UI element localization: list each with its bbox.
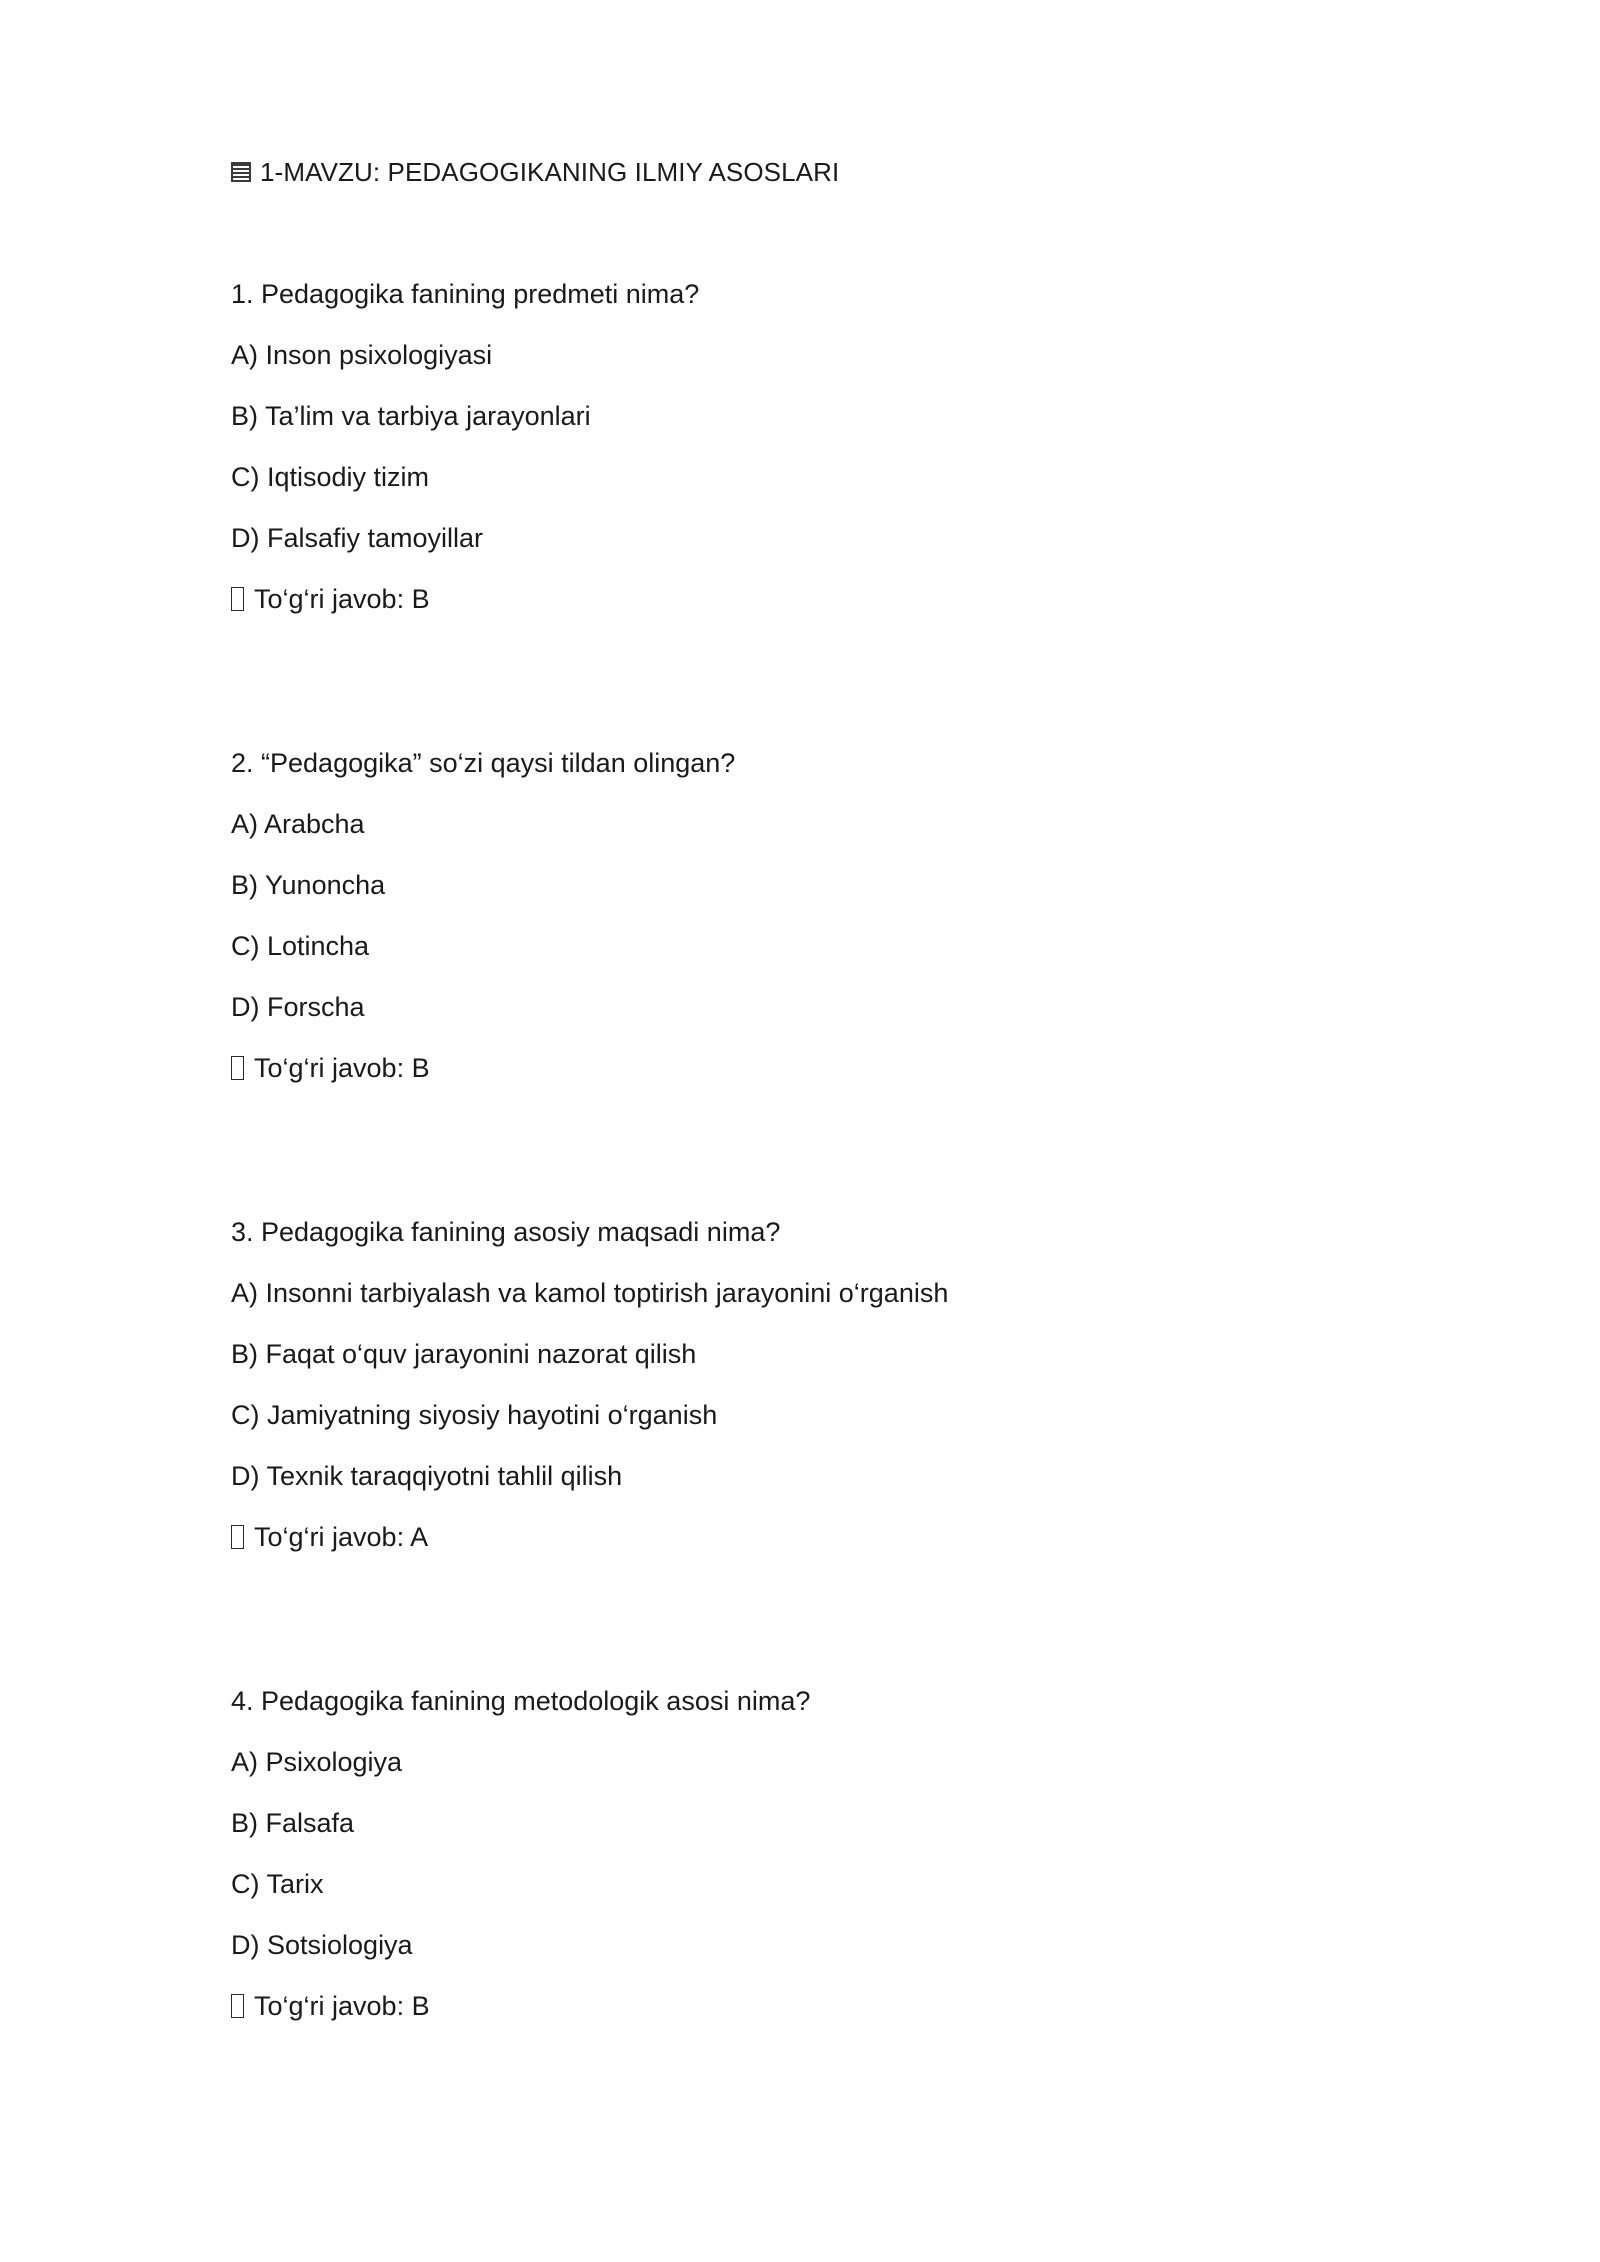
option-a: A) Psixologiya bbox=[231, 1747, 403, 1777]
question-text: 4. Pedagogika fanining metodologik asosi nima? bbox=[231, 1686, 811, 1716]
option-b: B) Yunoncha bbox=[231, 870, 386, 900]
option-b: B) Ta’lim va tarbiya jarayonlari bbox=[231, 401, 591, 431]
question-text: 3. Pedagogika fanining asosiy maqsadi nima? bbox=[231, 1217, 781, 1247]
question-block bbox=[231, 743, 1431, 1088]
correct-answer bbox=[231, 579, 1431, 619]
question-block bbox=[231, 1681, 1431, 2026]
missing-glyph-icon bbox=[231, 1525, 244, 1549]
correct-answer bbox=[231, 1517, 1431, 1557]
correct-answer-text: To‘g‘ri javob: B bbox=[254, 1991, 430, 2021]
option-a: A) Insonni tarbiyalash va kamol toptirish jarayonini o‘rganish bbox=[231, 1278, 949, 1308]
option-b: B) Falsafa bbox=[231, 1808, 355, 1838]
document-title-text: 1-MAVZU: PEDAGOGIKANING ILMIY ASOSLARI bbox=[260, 157, 840, 187]
option-a: A) Inson psixologiyasi bbox=[231, 340, 493, 370]
option-d: D) Sotsiologiya bbox=[231, 1930, 413, 1960]
missing-glyph-icon bbox=[231, 587, 244, 611]
document-content bbox=[231, 152, 1431, 2026]
missing-glyph-icon bbox=[231, 1994, 244, 2018]
document-title bbox=[231, 152, 1431, 192]
option-c: C) Tarix bbox=[231, 1869, 324, 1899]
document-icon bbox=[231, 162, 251, 182]
correct-answer-text: To‘g‘ri javob: A bbox=[254, 1522, 429, 1552]
option-d: D) Falsafiy tamoyillar bbox=[231, 523, 484, 553]
missing-glyph-icon bbox=[231, 1056, 244, 1080]
correct-answer-text: To‘g‘ri javob: B bbox=[254, 584, 430, 614]
question-block bbox=[231, 274, 1431, 619]
question-block bbox=[231, 1212, 1431, 1557]
option-b: B) Faqat o‘quv jarayonini nazorat qilish bbox=[231, 1339, 697, 1369]
option-c: C) Lotincha bbox=[231, 931, 370, 961]
correct-answer bbox=[231, 1048, 1431, 1088]
correct-answer bbox=[231, 1986, 1431, 2026]
option-a: A) Arabcha bbox=[231, 809, 365, 839]
option-c: C) Iqtisodiy tizim bbox=[231, 462, 430, 492]
option-c: C) Jamiyatning siyosiy hayotini o‘rganish bbox=[231, 1400, 718, 1430]
option-d: D) Forscha bbox=[231, 992, 365, 1022]
question-text: 2. “Pedagogika” so‘zi qaysi tildan olingan? bbox=[231, 748, 736, 778]
correct-answer-text: To‘g‘ri javob: B bbox=[254, 1053, 430, 1083]
option-d: D) Texnik taraqqiyotni tahlil qilish bbox=[231, 1461, 623, 1491]
question-text: 1. Pedagogika fanining predmeti nima? bbox=[231, 279, 700, 309]
